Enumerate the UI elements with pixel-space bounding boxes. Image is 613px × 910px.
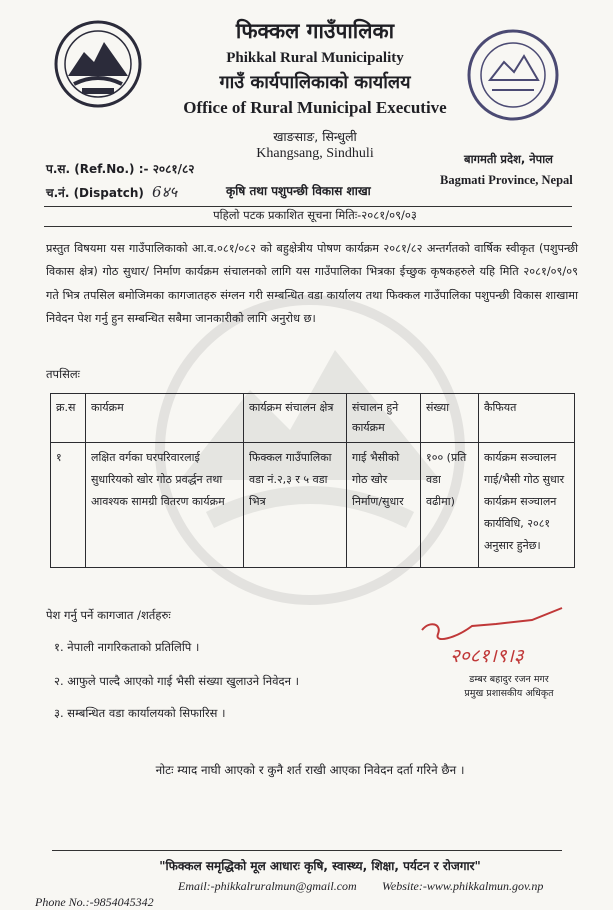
cell-quantity: १०० (प्रति वडा वढीमा) xyxy=(421,443,479,568)
date-divider xyxy=(44,226,572,227)
footer-slogan: "फिक्कल समृद्धिको मूल आधारः कृषि, स्वास्थ्य, शिक्षा, पर्यटन र रोजगार" xyxy=(159,859,481,873)
signature-date: २०८१।९।३ xyxy=(450,645,524,667)
footer-phone: Phone No.:-9854045342 xyxy=(35,895,154,909)
header-divider xyxy=(44,206,572,207)
table-header-row xyxy=(51,394,575,443)
cell-program: लक्षित वर्गका घरपरिवारलाई सुधारियको खोर गोठ प्रवर्द्धन तथा आवश्यक सामग्री वितरण कार्यक्रम xyxy=(86,443,244,568)
first-published-date: पहिलो पटक प्रकाशित सूचना मितिः-२०८१/०९/०३ xyxy=(213,208,417,222)
document-item: २. आफुले पाल्दै आएको गाई भैसी संख्या खुलाउने निवेदन । xyxy=(54,674,300,688)
col-header-activity: संचालन हुने कार्यक्रम xyxy=(347,394,421,443)
footer-website: Website:-www.phikkalmun.gov.np xyxy=(382,879,544,893)
col-header-remarks: कैफियत xyxy=(479,394,575,443)
government-emblem-logo xyxy=(52,18,144,110)
cell-serial: १ xyxy=(51,443,86,568)
required-documents-title: पेश गर्नु पर्ने कागजात /शर्तहरुः xyxy=(46,608,171,622)
program-table xyxy=(50,393,575,568)
cell-remarks: कार्यक्रम सञ्चालन गाई/भैसी गोठ सुधार कार्यक्रम सञ्चालन कार्यविधि, २०८१ अनुसार हुनेछ। xyxy=(479,443,575,568)
col-header-quantity: संख्या xyxy=(421,394,479,443)
document-item: ३. सम्बन्धित वडा कार्यालयको सिफारिस । xyxy=(54,706,226,720)
reference-label: प.स. (Ref.No.) :- xyxy=(46,162,149,176)
footer-divider xyxy=(52,850,562,851)
dispatch-number xyxy=(46,182,177,202)
office-name-english: Office of Rural Municipal Executive xyxy=(183,98,447,117)
col-header-serial: क्र.स xyxy=(51,394,86,443)
province-nepali: बागमती प्रदेश, नेपाल xyxy=(464,152,553,166)
municipality-name-english: Phikkal Rural Municipality xyxy=(226,50,404,66)
dispatch-value: 6४५ xyxy=(152,183,178,201)
col-header-area: कार्यक्रम संचालन क्षेत्र xyxy=(244,394,347,443)
province-english: Bagmati Province, Nepal xyxy=(440,173,573,187)
cell-area: फिक्कल गाउँपालिका वडा नं.२,३ र ५ वडा भित्र xyxy=(244,443,347,568)
deadline-note: नोटः म्याद नाघी आएको र कुनै शर्त राखी आएका निवेदन दर्ता गरिने छैन । xyxy=(155,763,465,777)
officer-title: प्रमुख प्रशासकीय अधिकृत xyxy=(464,688,554,699)
reference-value: २०८१/८२ xyxy=(152,162,195,176)
document-item: १. नेपाली नागरिकताको प्रतिलिपि । xyxy=(54,640,200,654)
officer-signature xyxy=(412,594,592,674)
office-name-nepali: गाउँ कार्यपालिकाको कार्यालय xyxy=(219,72,411,93)
address-english: Khangsang, Sindhuli xyxy=(256,146,374,161)
cell-activity: गाई भैसीको गोठ खोर निर्माण/सुधार xyxy=(347,443,421,568)
address-nepali: खाङसाङ, सिन्धुली xyxy=(273,129,357,144)
municipality-name-nepali: फिक्कल गाउँपालिका xyxy=(235,19,395,43)
reference-number xyxy=(46,160,195,177)
col-header-program: कार्यक्रम xyxy=(86,394,244,443)
branch-name: कृषि तथा पशुपन्छी विकास शाखा xyxy=(226,184,371,198)
notice-body: प्रस्तुत विषयमा यस गाउँपालिकाको आ.व.०८१/०८२ को बहुक्षेत्रीय पोषण कार्यक्रम २०८१/८२ अन्तर्गतको वार्षिक स्वीकृत (पशुपन्छी विकास क्षेत्र) गोठ सुधार/ निर्माण कार्यक्रम संचालनको लागि यस गाउँपालिका भित्रका ईच्छुक कृषकहरुले यहि मिति २०८१/०९/०९ गते भित्र तपसिल बमोजिमका कागजातहरु संग्लन गरी सम्बन्धित वडा कार्यालय तथा फिक्कल गाउँपालिका पशुपन्छी विकास शाखामा निवेदन पेश गर्नु हुन सम्बन्धित सबैमा जानकारीको लागि अनुरोध छ। xyxy=(46,242,578,326)
officer-name: डम्बर बहादुर रजन मगर xyxy=(469,674,549,685)
footer-email: Email:-phikkalruralmun@gmail.com xyxy=(178,879,357,893)
dispatch-label: च.नं. (Dispatch) xyxy=(46,186,144,200)
details-label: तपसिलः xyxy=(46,367,80,381)
table-row xyxy=(51,443,575,568)
